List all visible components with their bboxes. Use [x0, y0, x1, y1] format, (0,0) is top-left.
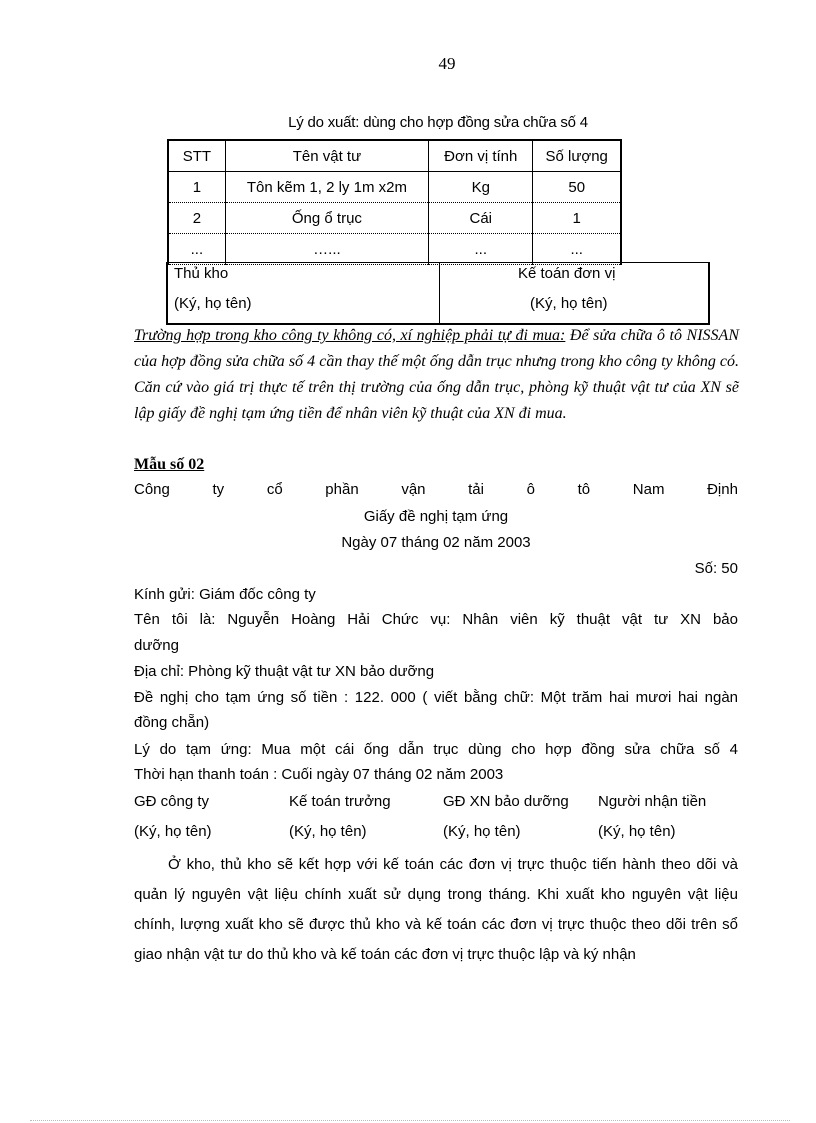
company-word: Nam — [632, 481, 665, 498]
case-lead: Trường hợp trong kho công ty không có, xí nghiệp phải tự đi mua: — [134, 327, 566, 344]
company-word: vận — [401, 481, 426, 498]
doc-title: Giấy đề nghị tạm ứng — [363, 508, 509, 525]
table-signature-box — [166, 262, 710, 325]
page-number: 49 — [438, 54, 456, 73]
table-row — [168, 234, 621, 265]
address-line: Địa chỉ: Phòng kỹ thuật vật tư XN bảo dưỡng — [134, 663, 435, 680]
case-text: Để sửa chữa ô tô NISSAN của hợp đồng sửa chữa số 4 cần thay thế một ống dẫn trục nhưng trong kho công ty không có. Căn cứ vào giá trị thực tế trên thị trường của ống dẫn trục, phòng kỹ thuật vật tư của XN sẽ lập giấy đề nghị tạm ứng tiền để nhân viên kỹ thuật của XN đi mua. — [134, 327, 740, 422]
company-word: tải — [468, 481, 484, 498]
doc-number: Số: 50 — [694, 560, 738, 577]
body-paragraph: Ở kho, thủ kho sẽ kết hợp với kế toán các đơn vị trực thuộc tiến hành theo dõi và quản lý nguyên vật liệu chính xuất sử dụng trong tháng. Khi xuất kho nguyên vật liệu chính, lượng xuất kho sẽ được thủ kho và kế toán các đơn vị trực thuộc theo dõi trên sổ giao nhận vật tư do thủ kho và kế toán các đơn vị trực thuộc lập và ký nhận — [134, 856, 738, 963]
deadline-line: Thời hạn thanh toán : Cuối ngày 07 tháng 02 năm 2003 — [134, 766, 504, 783]
export-reason: Lý do xuất: dùng cho hợp đồng sửa chữa số 4 — [288, 114, 588, 131]
signer-title: GĐ công ty — [134, 793, 210, 810]
header-quantity: Số lượng — [533, 140, 621, 172]
company-word: ty — [212, 481, 225, 498]
unit-accountant-title: Kế toán đơn vị — [518, 265, 616, 282]
cell-item-name: …... — [225, 234, 428, 265]
cell-unit: Cái — [429, 203, 533, 234]
header-stt: STT — [168, 140, 225, 172]
cell-unit: Kg — [429, 172, 533, 203]
storekeeper-note: (Ký, họ tên) — [174, 295, 252, 312]
cell-unit: ... — [429, 234, 533, 265]
cell-quantity: ... — [533, 234, 621, 265]
company-word: ô — [526, 481, 535, 498]
footer-rule — [30, 1120, 790, 1121]
table-header-row — [168, 140, 621, 172]
signer-note: (Ký, họ tên) — [443, 823, 521, 840]
signer-note: (Ký, họ tên) — [598, 823, 676, 840]
company-word: Công — [134, 481, 170, 498]
table-row — [168, 172, 621, 203]
header-unit: Đơn vị tính — [429, 140, 533, 172]
header-item-name: Tên vật tư — [225, 140, 428, 172]
cell-stt: 2 — [168, 203, 225, 234]
case-paragraph — [134, 323, 739, 427]
cell-quantity: 1 — [533, 203, 621, 234]
items-table — [167, 139, 622, 265]
cell-quantity: 50 — [533, 172, 621, 203]
cell-stt: 1 — [168, 172, 225, 203]
name-line: Tên tôi là: Nguyễn Hoàng Hải Chức vụ: Nhân viên kỹ thuật vật tư XN bảo — [134, 611, 738, 628]
cell-stt: ... — [168, 234, 225, 265]
doc-date: Ngày 07 tháng 02 năm 2003 — [341, 534, 531, 551]
request-line-cont: đồng chẵn) — [134, 714, 210, 731]
request-line: Đề nghị cho tạm ứng số tiền : 122. 000 ( viết bằng chữ: Một trăm hai mươi hai ngàn — [134, 689, 738, 706]
company-word: tô — [577, 481, 591, 498]
unit-accountant-note: (Ký, họ tên) — [530, 295, 608, 312]
signer-note: (Ký, họ tên) — [134, 823, 212, 840]
signer-title: GĐ XN bảo dưỡng — [443, 793, 569, 810]
signature-divider — [439, 263, 440, 323]
signer-title: Người nhận tiền — [598, 793, 707, 810]
cell-item-name: Ống ổ trục — [225, 203, 428, 234]
company-name — [134, 481, 738, 498]
company-word: phần — [325, 481, 359, 498]
company-word: cổ — [266, 481, 283, 498]
form-title: Mẫu số 02 — [134, 456, 205, 473]
signer-note: (Ký, họ tên) — [289, 823, 367, 840]
company-word: Định — [707, 481, 738, 498]
name-line-cont: dưỡng — [134, 637, 179, 654]
signer-title: Kế toán trưởng — [289, 793, 391, 810]
table-row — [168, 203, 621, 234]
cell-item-name: Tôn kẽm 1, 2 ly 1m x2m — [225, 172, 428, 203]
advance-reason-line: Lý do tạm ứng: Mua một cái ống dẫn trục dùng cho hợp đồng sửa chữa số 4 — [134, 741, 738, 758]
storekeeper-title: Thủ kho — [174, 265, 229, 282]
recipient-line: Kính gửi: Giám đốc công ty — [134, 586, 316, 603]
